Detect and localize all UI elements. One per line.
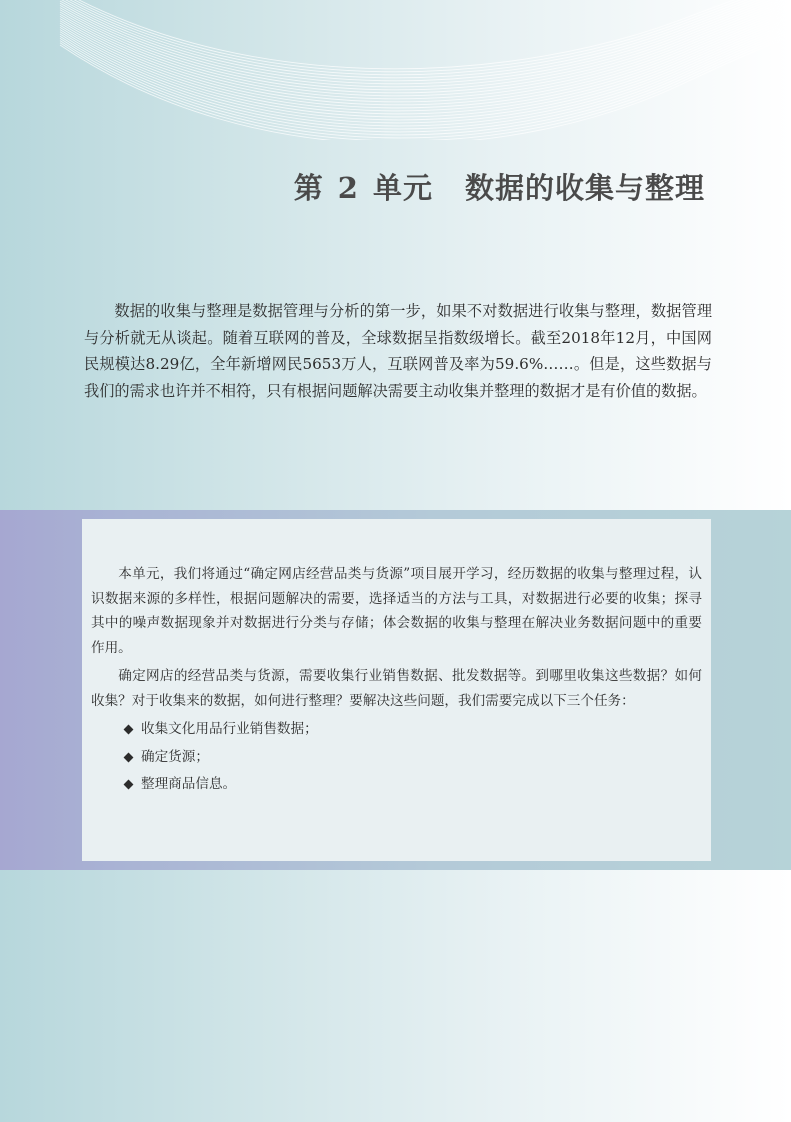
task-item: [123, 716, 702, 744]
unit-title: [294, 166, 705, 207]
unit-name: 数据的收集与整理: [464, 171, 705, 205]
unit-prefix: 第: [293, 171, 324, 205]
task-label: 收集文化用品行业销售数据；: [141, 721, 318, 737]
task-label: 整理商品信息。: [141, 776, 237, 792]
overview-paragraph-1: 本单元，我们将通过“确定网店经营品类与货源”项目展开学习，经历数据的收集与整理过程，认识数据来源的多样性，根据问题解决的需要，选择适当的方法与工具，对数据进行必要的收集；探寻其中的噪声数据现象并对数据进行分类与存储；体会数据的收集与整理在解决业务数据问题中的重要作用。: [91, 566, 702, 656]
diamond-bullet-icon: [124, 780, 134, 790]
task-item: [123, 771, 702, 799]
task-list: [91, 716, 702, 799]
unit-suffix: 单元: [372, 171, 433, 205]
overview-paragraph-2: 确定网店的经营品类与货源，需要收集行业销售数据、批发数据等。到哪里收集这些数据？如何收集？对于收集来的数据，如何进行整理？要解决这些问题，我们需要完成以下三个任务：: [91, 668, 702, 709]
task-item: [123, 744, 702, 772]
intro-paragraph: 数据的收集与整理是数据管理与分析的第一步，如果不对数据进行收集与整理，数据管理与分析就无从谈起。随着互联网的普及，全球数据呈指数级增长。截至2018年12月，中国网民规模达8.29亿，全年新增网民5653万人，互联网普及率为59.6%……。但是，这些数据与我们的需求也许并不相符，只有根据问题解决需要主动收集并整理的数据才是有价值的数据。: [84, 302, 712, 400]
task-label: 确定货源；: [141, 748, 209, 765]
unit-number: 2: [337, 171, 359, 205]
overview-panel: [82, 519, 711, 861]
diamond-bullet-icon: [124, 725, 134, 735]
wave-lines-decoration: [0, 0, 791, 140]
diamond-bullet-icon: [124, 752, 134, 762]
